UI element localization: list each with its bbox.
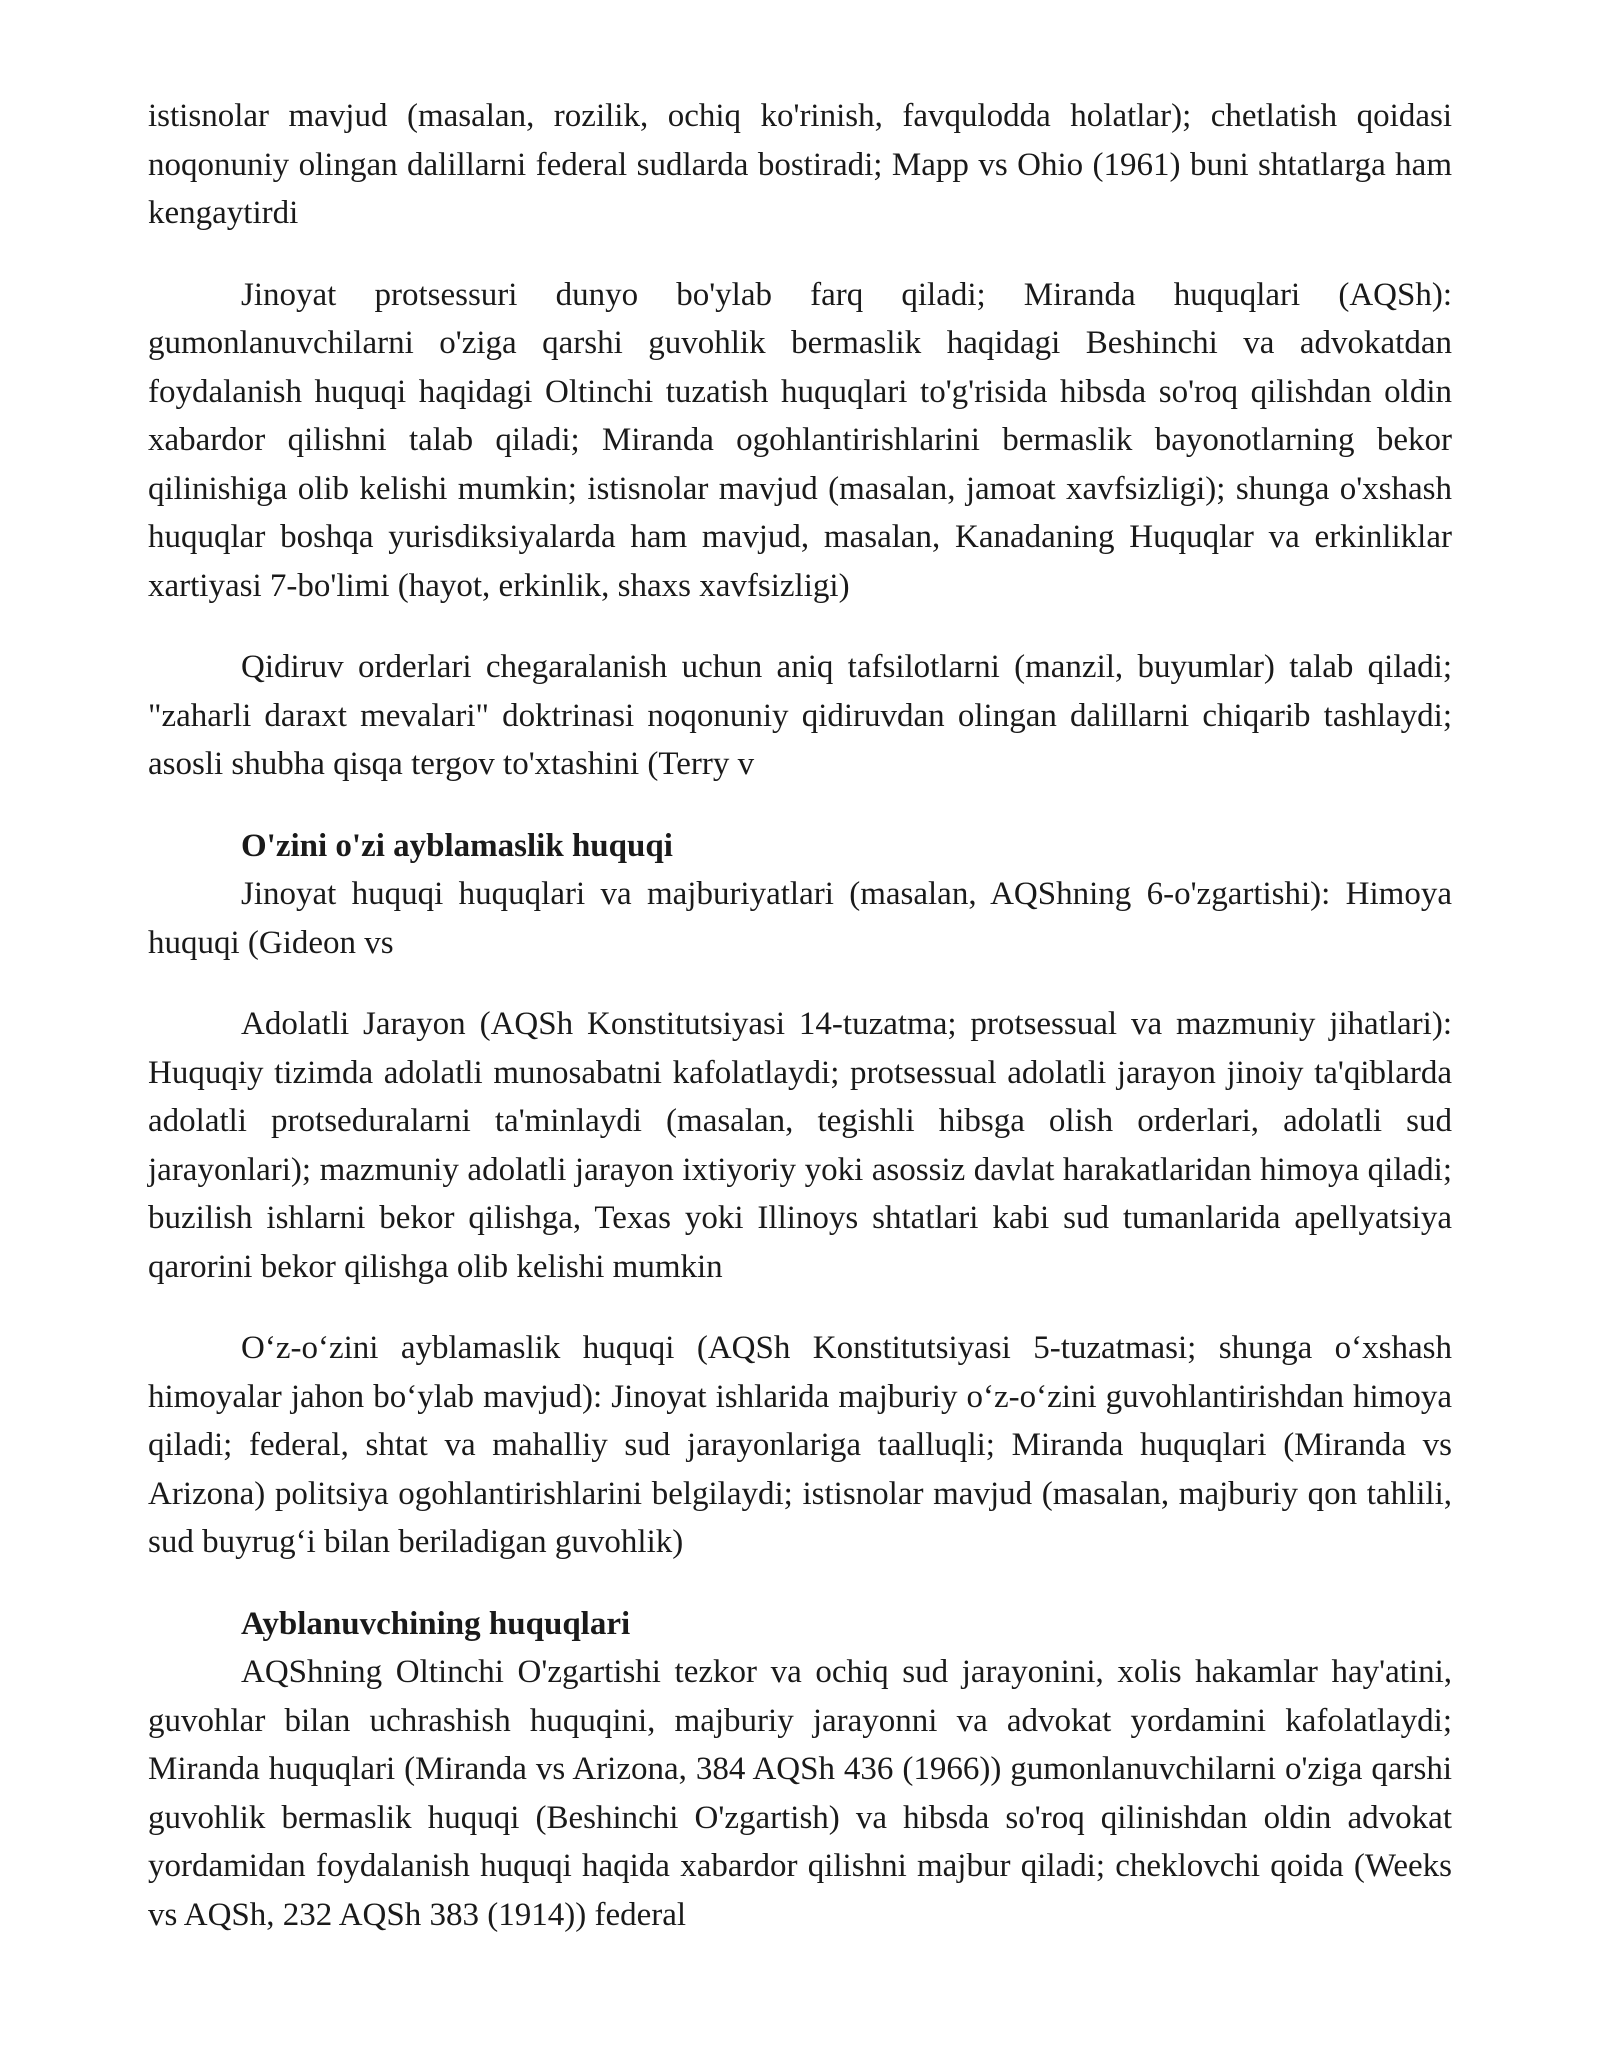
paragraph-fifth-amendment: O‘z-o‘zini ayblamaslik huquqi (AQSh Konstitutsiyasi 5-tuzatmasi; shunga o‘xshash himoyalar jahon bo‘ylab mavjud): Jinoyat ishlarida majburiy o‘z-o‘zini guvohlantirishdan himoya qiladi; federal, shtat va mahalliy sud jarayonlariga taalluqli; Miranda huquqlari (Miranda vs Arizona) politsiya ogohlantirishlarini belgilaydi; istisnolar mavjud (masalan, majburiy qon tahlili, sud buyrug‘i bilan beriladigan guvohlik): [148, 1330, 1452, 1560]
paragraph-search-warrants: Qidiruv orderlari chegaralanish uchun aniq tafsilotlarni (manzil, buyumlar) talab qiladi; "zaharli daraxt mevalari" doktrinasi noqonuniy qidiruvdan olingan dalillarni chiqarib tashlaydi; asosli shubha qisqa tergov to'xtashini (Terry v: [148, 649, 1452, 782]
paragraph-right-to-counsel: Jinoyat huquqi huquqlari va majburiyatlari (masalan, AQShning 6-o'zgartishi): Himoya huquqi (Gideon vs: [148, 876, 1452, 961]
section-rights-of-accused: [148, 1600, 1452, 1940]
paragraph-sixth-amendment: AQShning Oltinchi O'zgartishi tezkor va ochiq sud jarayonini, xolis hakamlar hay'atini, guvohlar bilan uchrashish huquqini, majburiy jarayonni va advokat yordamini kafolatlaydi; Miranda huquqlari (Miranda vs Arizona, 384 AQSh 436 (1966)) gumonlanuvchilarni o'ziga qarshi guvohlik bermaslik huquqi (Beshinchi O'zgartish) va hibsda so'roq qilinishdan oldin advokat yordamidan foydalanish huquqi haqida xabardor qilishni majbur qiladi; cheklovchi qoida (Weeks vs AQSh, 232 AQSh 383 (1914)) federal: [148, 1654, 1452, 1933]
document-page: [148, 92, 1452, 1972]
paragraph-exclusionary-rule: istisnolar mavjud (masalan, rozilik, ochiq ko'rinish, favqulodda holatlar); chetlatish qoidasi noqonuniy olingan dalillarni federal sudlarda bostiradi; Mapp vs Ohio (1961) buni shtatlarga ham kengaytirdi: [148, 98, 1452, 231]
section-heading-rights-of-accused: Ayblanuvchining huquqlari: [241, 1605, 631, 1642]
paragraph-due-process: Adolatli Jarayon (AQSh Konstitutsiyasi 14-tuzatma; protsessual va mazmuniy jihatlari): Huquqiy tizimda adolatli munosabatni kafolatlaydi; protsessual adolatli jarayon jinoiy ta'qiblarda adolatli protseduralarni ta'minlaydi (masalan, tegishli hibsga olish orderlari, adolatli sud jarayonlari); mazmuniy adolatli jarayon ixtiyoriy yoki asossiz davlat harakatlaridan himoya qiladi; buzilish ishlarni bekor qilishga, Texas yoki Illinoys shtatlari kabi sud tumanlarida apellyatsiya qarorini bekor qilishga olib kelishi mumkin: [148, 1006, 1452, 1285]
paragraph-miranda-rights: Jinoyat protsessuri dunyo bo'ylab farq qiladi; Miranda huquqlari (AQSh): gumonlanuvchilarni o'ziga qarshi guvohlik bermaslik haqidagi Beshinchi va advokatdan foydalanish huquqi haqidagi Oltinchi tuzatish huquqlari to'g'risida hibsda so'roq qilishdan oldin xabardor qilishni talab qiladi; Miranda ogohlantirishlarini bermaslik bayonotlarning bekor qilinishiga olib kelishi mumkin; istisnolar mavjud (masalan, jamoat xavfsizligi); shunga o'xshash huquqlar boshqa yurisdiksiyalarda ham mavjud, masalan, Kanadaning Huquqlar va erkinliklar xartiyasi 7-bo'limi (hayot, erkinlik, shaxs xavfsizligi): [148, 276, 1452, 604]
section-heading-self-incrimination: O'zini o'zi ayblamaslik huquqi: [241, 827, 673, 864]
section-self-incrimination: [148, 822, 1452, 968]
